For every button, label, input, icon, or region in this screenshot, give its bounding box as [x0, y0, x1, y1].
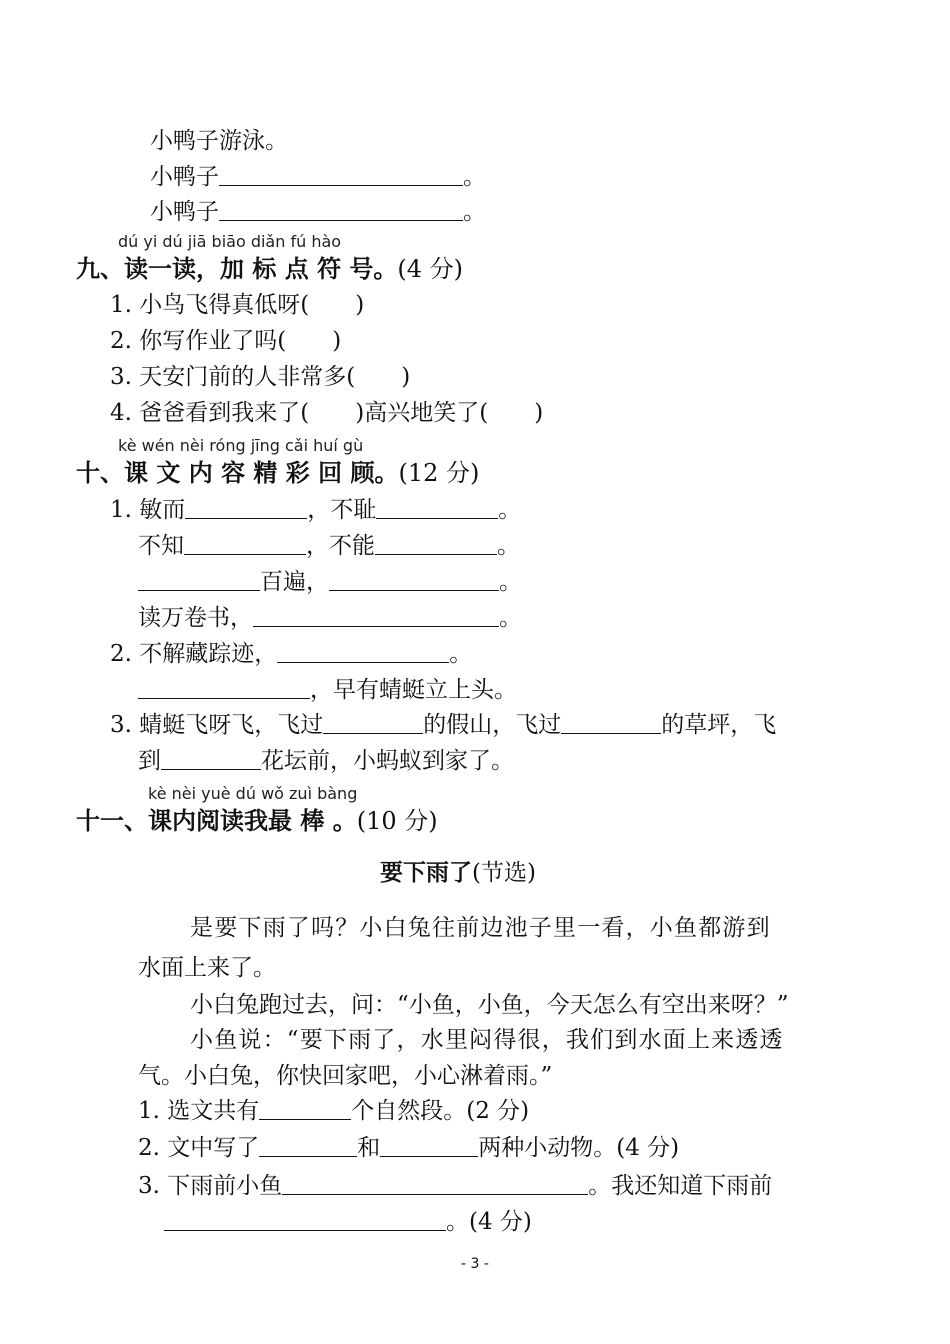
answer-blank[interactable]: [138, 676, 310, 699]
recall-row-3: 百遍， 。: [138, 567, 522, 597]
answer-blank[interactable]: [185, 496, 307, 519]
recall-row-4: 读万卷书， 。: [138, 605, 522, 631]
passage-title: 要下雨了(节选): [380, 859, 536, 886]
answer-blank[interactable]: [253, 604, 499, 627]
answer-blank[interactable]: [259, 1097, 351, 1120]
answer-blank[interactable]: [161, 747, 261, 770]
punct-q3: 3. 天安门前的人非常多( ): [110, 364, 411, 390]
section-9-pinyin: dú yi dú jiā biāo diǎn fú hào: [118, 232, 342, 251]
recall-row-2: 不知 ，不能 。: [138, 533, 520, 559]
page-number: - 3 -: [461, 1256, 489, 1272]
answer-blank[interactable]: [138, 568, 260, 591]
answer-blank[interactable]: [277, 640, 449, 663]
reading-q1: 1. 选文共有 个自然段。(2 分): [138, 1098, 530, 1124]
answer-blank[interactable]: [219, 163, 463, 186]
passage-line-2: 水面上来了。: [138, 955, 276, 981]
reading-q2: 2. 文中写了 和 两种小动物。(4 分): [138, 1135, 680, 1161]
answer-blank[interactable]: [259, 1134, 357, 1157]
answer-blank[interactable]: [329, 568, 499, 591]
answer-blank[interactable]: [282, 1172, 588, 1195]
duck-line-1: 小鸭子游泳。: [150, 128, 288, 154]
recall-row-5: 2. 不解藏踪迹， 。: [110, 641, 473, 667]
section-11-heading: 十一、课内阅读我最 棒 。(10 分): [76, 806, 438, 835]
answer-blank[interactable]: [376, 496, 498, 519]
recall-row-6: ，早有蜻蜓立上头。: [138, 675, 517, 705]
section-9-heading: 九、读一读，加 标 点 符 号。(4 分): [76, 254, 464, 283]
passage-line-3: 小白兔跑过去，问：“小鱼，小鱼，今天怎么有空出来呀？”: [190, 992, 789, 1018]
answer-blank[interactable]: [323, 711, 423, 734]
passage-line-5: 气。小白兔，你快回家吧，小心淋着雨。”: [138, 1063, 553, 1089]
passage-line-4: 小鱼说：“要下雨了，水里闷得很，我们到水面上来透透: [190, 1027, 784, 1053]
punct-q1: 1. 小鸟飞得真低呀( ): [110, 292, 365, 318]
section-11-pinyin: kè nèi yuè dú wǒ zuì bàng: [148, 784, 358, 803]
recall-row-1: 1. 敏而 ，不耻 。: [110, 497, 522, 523]
answer-blank[interactable]: [219, 198, 463, 221]
section-10-pinyin: kè wén nèi róng jīng cǎi huí gù: [118, 436, 364, 455]
punct-q2: 2. 你写作业了吗( ): [110, 328, 342, 354]
section-10-heading: 十、课 文 内 容 精 彩 回 顾。(12 分): [76, 458, 480, 487]
recall-row-8: 到 花坛前，小蚂蚁到家了。: [138, 748, 514, 774]
punct-q4: 4. 爸爸看到我来了( )高兴地笑了( ): [110, 400, 544, 426]
duck-line-2: 小鸭子 。: [150, 164, 486, 190]
recall-row-7: 3. 蜻蜓飞呀飞，飞过 的假山，飞过 的草坪，飞: [110, 712, 777, 738]
reading-q3-cont: 。(4 分): [164, 1207, 532, 1237]
answer-blank[interactable]: [184, 532, 306, 555]
answer-blank[interactable]: [164, 1208, 446, 1231]
answer-blank[interactable]: [375, 532, 497, 555]
answer-blank[interactable]: [561, 711, 661, 734]
reading-q3: 3. 下雨前小鱼 。我还知道下雨前: [138, 1173, 773, 1199]
duck-line-3: 小鸭子 。: [150, 199, 486, 225]
answer-blank[interactable]: [380, 1134, 478, 1157]
passage-line-1: 是要下雨了吗？小白兔往前边池子里一看，小鱼都游到: [190, 915, 771, 941]
